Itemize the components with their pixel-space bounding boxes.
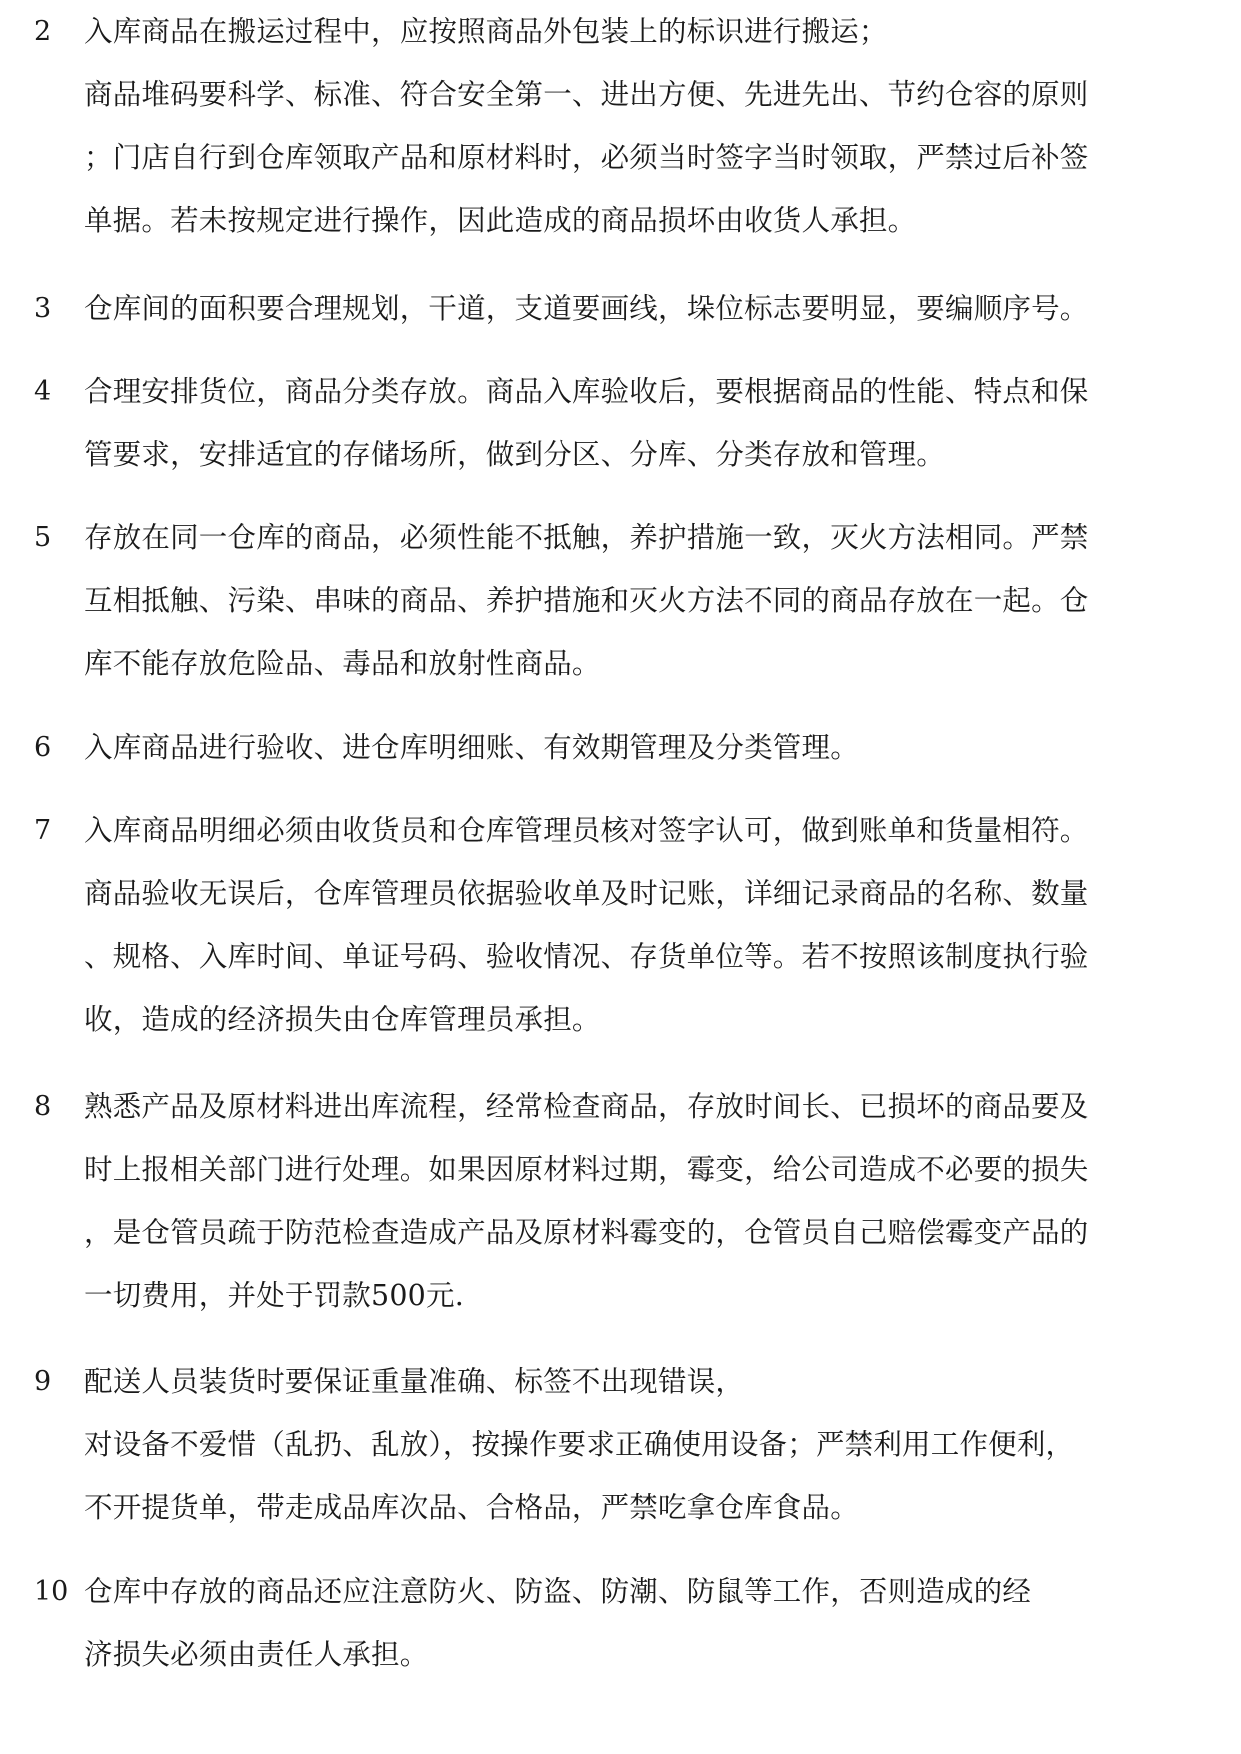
rule-text-line: 合理安排货位，商品分类存放。商品入库验收后，要根据商品的性能、特点和保: [84, 375, 1089, 408]
rule-number: 3: [34, 293, 52, 324]
rule-text-line: 不开提货单，带走成品库次品、合格品，严禁吃拿仓库食品。: [84, 1491, 859, 1524]
rule-text-line: 库不能存放危险品、毒品和放射性商品。: [84, 647, 601, 680]
rule-text-line: 一切费用，并处于罚款500元.: [84, 1279, 464, 1312]
rule-number: 9: [34, 1366, 52, 1397]
rule-text-line: 仓库间的面积要合理规划，干道，支道要画线，垛位标志要明显，要编顺序号。: [84, 292, 1089, 325]
rule-number: 10: [34, 1576, 69, 1607]
rule-text-line: 熟悉产品及原材料进出库流程，经常检查商品，存放时间长、已损坏的商品要及: [84, 1090, 1089, 1123]
rule-text-line: 商品验收无误后，仓库管理员依据验收单及时记账，详细记录商品的名称、数量: [84, 877, 1089, 910]
rule-text-line: 商品堆码要科学、标准、符合安全第一、进出方便、先进先出、节约仓容的原则: [84, 78, 1089, 111]
rule-text-line: 入库商品明细必须由收货员和仓库管理员核对签字认可，做到账单和货量相符。: [84, 814, 1089, 847]
rule-text-line: 单据。若未按规定进行操作，因此造成的商品损坏由收货人承担。: [84, 204, 917, 237]
rule-text-line: 时上报相关部门进行处理。如果因原材料过期，霉变，给公司造成不必要的损失: [84, 1153, 1089, 1186]
rule-text-line: 互相抵触、污染、串味的商品、养护措施和灭火方法不同的商品存放在一起。仓: [84, 584, 1089, 617]
rule-text-line: 入库商品在搬运过程中，应按照商品外包装上的标识进行搬运；: [84, 15, 888, 48]
rule-number: 7: [34, 815, 52, 846]
rule-number: 6: [34, 732, 52, 763]
rule-text-line: ；门店自行到仓库领取产品和原材料时，必须当时签字当时领取，严禁过后补签: [84, 141, 1089, 174]
rule-number: 4: [34, 376, 52, 407]
rule-text-line: 入库商品进行验收、进仓库明细账、有效期管理及分类管理。: [84, 731, 859, 764]
rule-text-line: 收，造成的经济损失由仓库管理员承担。: [84, 1003, 601, 1036]
rule-number: 5: [34, 522, 52, 553]
rule-text-line: 、规格、入库时间、单证号码、验收情况、存货单位等。若不按照该制度执行验: [84, 940, 1089, 973]
rule-text-line: ，是仓管员疏于防范检查造成产品及原材料霉变的，仓管员自己赔偿霉变产品的: [84, 1216, 1089, 1249]
rule-text-line: 济损失必须由责任人承担。: [84, 1638, 429, 1671]
rule-text-line: 配送人员装货时要保证重量准确、标签不出现错误，: [84, 1365, 745, 1398]
rule-text-line: 存放在同一仓库的商品，必须性能不抵触，养护措施一致，灭火方法相同。严禁: [84, 521, 1089, 554]
rule-number: 2: [34, 16, 52, 47]
rule-number: 8: [34, 1091, 52, 1122]
rule-text-line: 仓库中存放的商品还应注意防火、防盗、防潮、防鼠等工作，否则造成的经: [84, 1575, 1032, 1608]
rule-text-line: 管要求，安排适宜的存储场所，做到分区、分库、分类存放和管理。: [84, 438, 946, 471]
rule-text-line: 对设备不爱惜（乱扔、乱放），按操作要求正确使用设备；严禁利用工作便利，: [84, 1428, 1075, 1461]
